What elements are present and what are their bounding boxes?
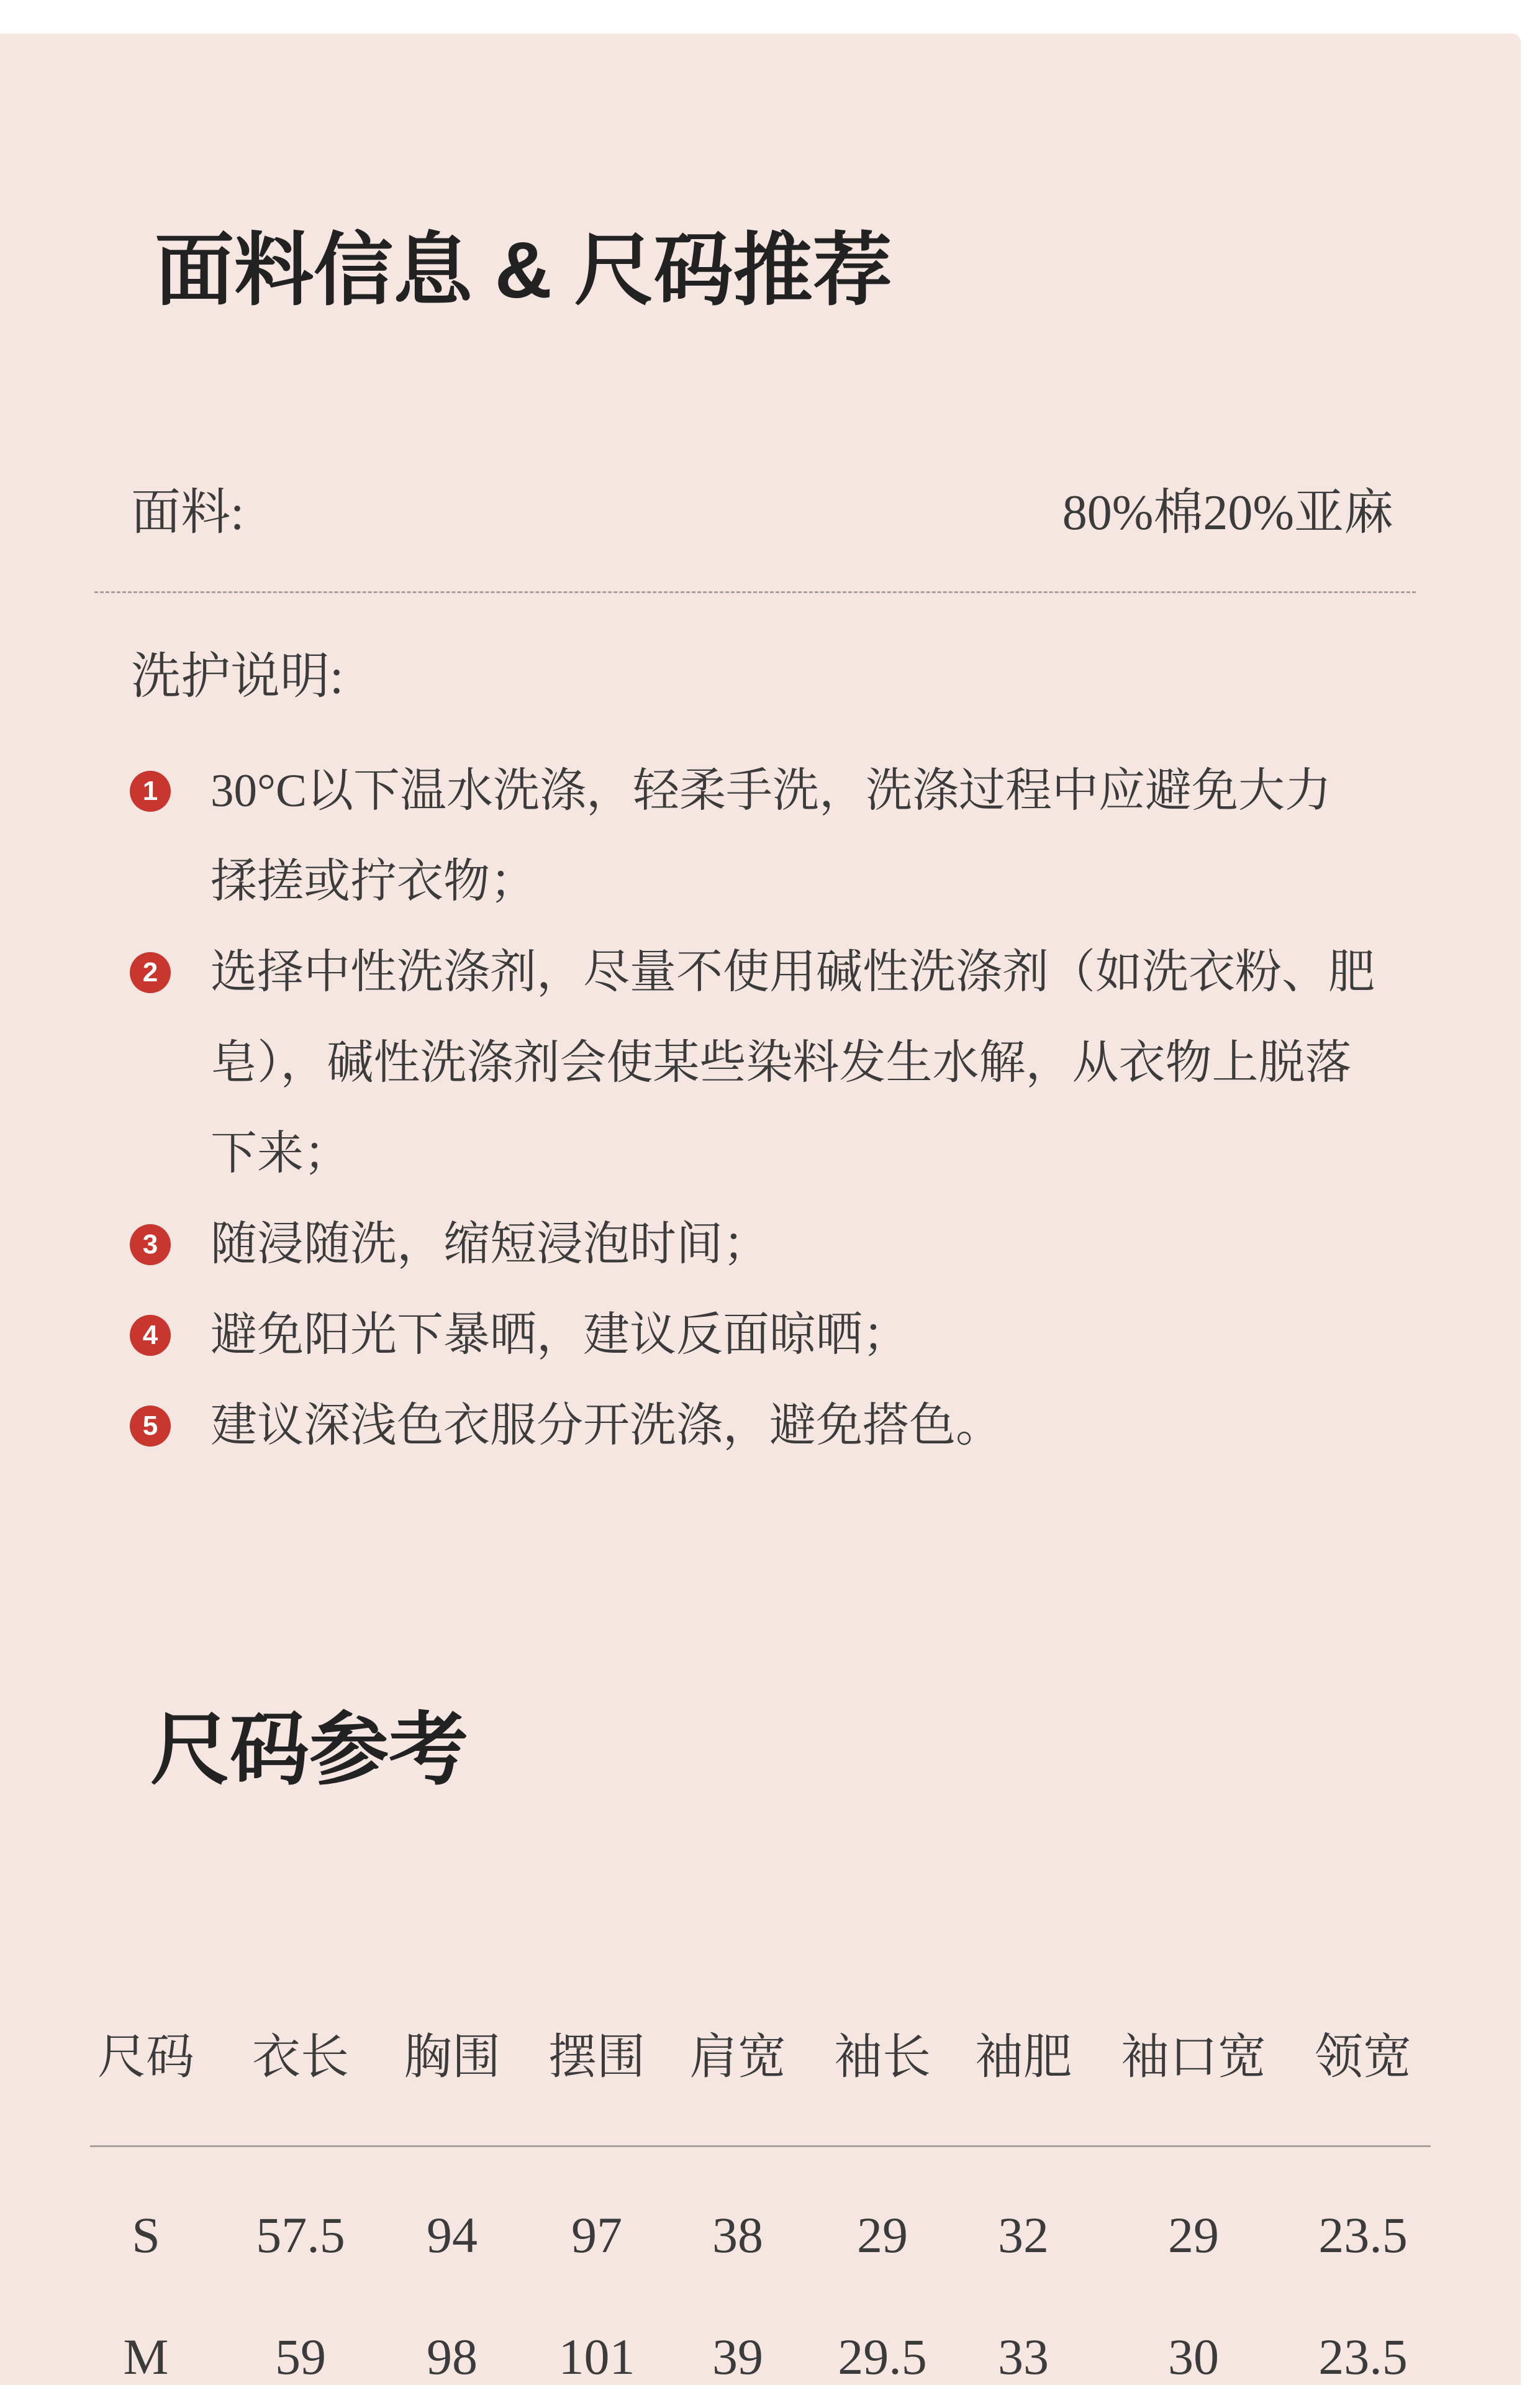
care-item [130,746,1375,927]
number-4-icon: 4 [130,1315,171,1356]
care-item [130,1199,1375,1290]
header-cell: 袖肥 [974,2030,1072,2084]
table-cell: 38 [712,2207,763,2263]
fabric-label: 面料: [131,486,245,540]
number-2-icon: 2 [130,952,171,993]
care-item [130,1381,1375,1471]
header-cell: 尺码 [97,2030,194,2084]
care-item-line: 30°C以下温水洗涤，轻柔手洗，洗涤过程中应避免大力 [211,765,1332,817]
table-cell: S [132,2207,160,2263]
table-cell: 57.5 [256,2207,345,2263]
header-cell: 肩宽 [689,2030,786,2084]
table-cell: 30 [1168,2328,1219,2385]
care-item-line: 建议深浅色衣服分开洗涤，避免搭色。 [211,1400,1003,1451]
header-cell: 摆围 [548,2030,645,2084]
care-instructions-list [130,746,1375,1471]
care-item [130,927,1375,1199]
size-section-title: 尺码参考 [150,1706,469,1794]
table-cell: 29 [1168,2207,1219,2263]
number-5-icon: 5 [130,1406,171,1447]
table-cell: 39 [712,2328,763,2385]
number-1-icon: 1 [130,771,171,812]
header-cell: 袖长 [833,2030,931,2084]
dashed-divider [94,591,1416,593]
care-item-line: 避免阳光下暴晒，建议反面晾晒； [211,1309,910,1361]
table-cell: 32 [998,2207,1049,2263]
table-cell: 97 [571,2207,622,2263]
table-header-divider [90,2145,1431,2147]
care-instructions-label: 洗护说明: [131,650,344,704]
table-cell: 101 [558,2328,635,2385]
header-cell: 胸围 [403,2030,500,2084]
care-item-line: 皂），碱性洗涤剂会使某些染料发生水解，从衣物上脱落 [211,1037,1352,1089]
table-cell: 98 [427,2328,478,2385]
table-row [0,2201,1540,2269]
table-cell: 29.5 [838,2328,927,2385]
fabric-section-title: 面料信息 & 尺码推荐 [155,226,892,315]
fabric-value: 80%棉20%亚麻 [1062,486,1393,540]
care-item [130,1290,1375,1381]
table-cell: 23.5 [1318,2328,1408,2385]
table-cell: M [123,2328,169,2385]
care-item-line: 揉搓或拧衣物； [211,856,537,907]
table-cell: 23.5 [1318,2207,1408,2263]
table-cell: 59 [275,2328,326,2385]
table-row [0,2329,1540,2385]
care-item-line: 选择中性洗涤剂，尽量不使用碱性洗涤剂（如洗衣粉、肥 [211,947,1375,998]
care-item-line: 下来； [211,1128,351,1179]
table-cell: 29 [857,2207,908,2263]
care-item-line: 随浸随洗，缩短浸泡时间； [211,1219,770,1270]
header-cell: 袖口宽 [1120,2030,1266,2084]
header-cell: 领宽 [1314,2030,1411,2084]
number-3-icon: 3 [130,1224,171,1265]
size-table-header [0,2023,1540,2091]
table-cell: 33 [998,2328,1049,2385]
header-cell: 衣长 [251,2030,349,2084]
table-cell: 94 [427,2207,478,2263]
